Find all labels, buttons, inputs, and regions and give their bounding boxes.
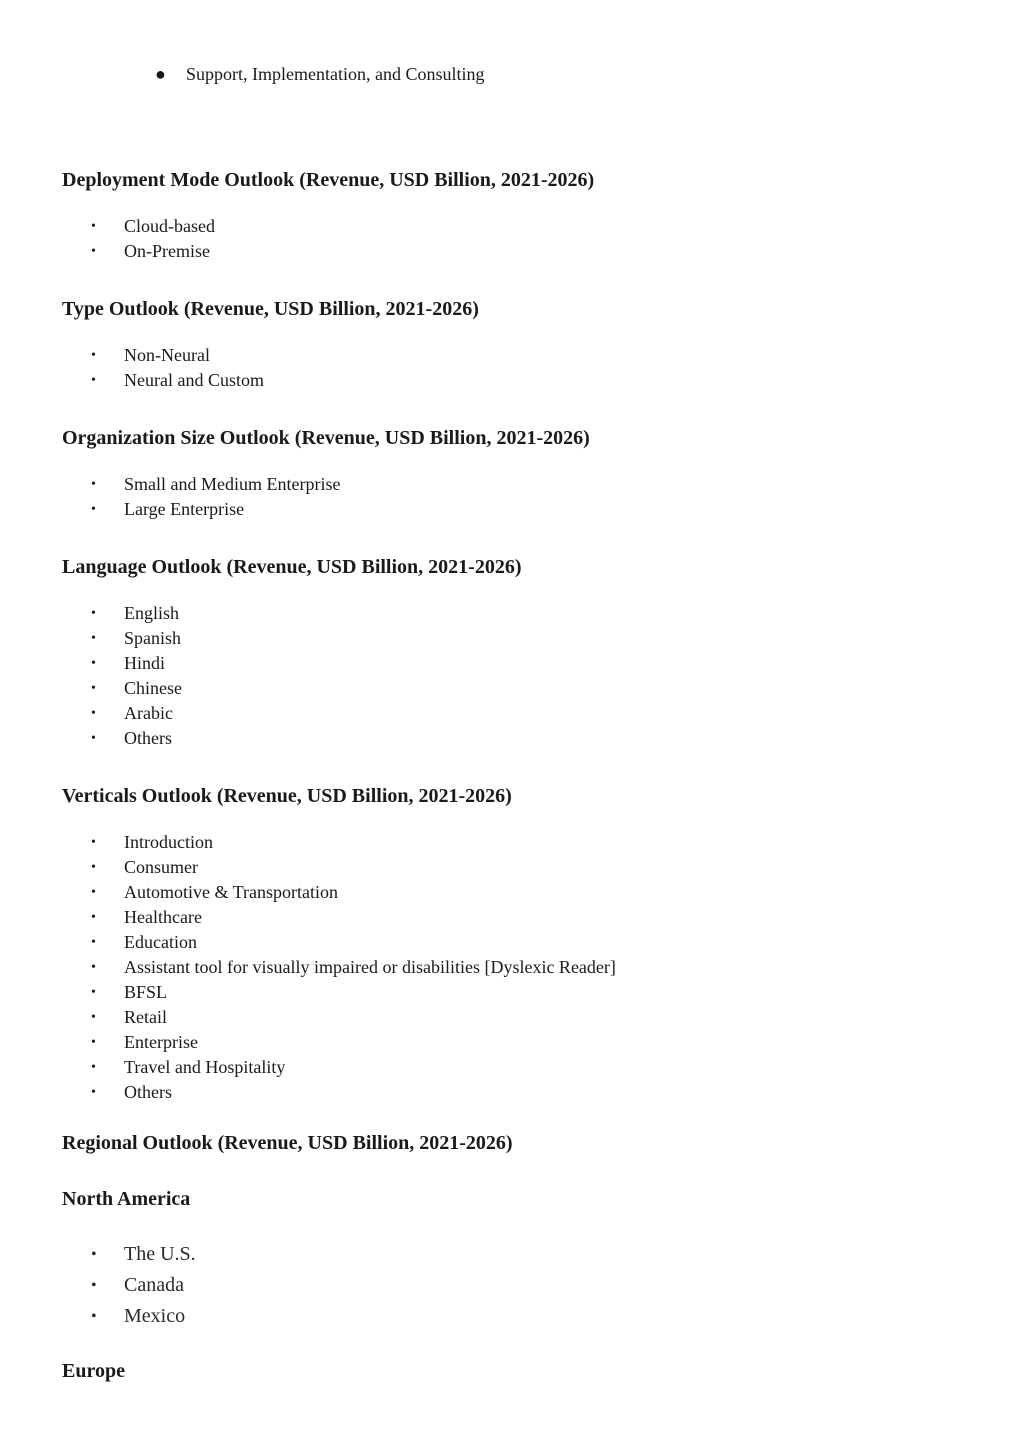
list-item: • Canada xyxy=(62,1270,196,1301)
list-item: • Introduction xyxy=(62,830,616,855)
list-item: • Neural and Custom xyxy=(62,368,264,393)
list-item: • Chinese xyxy=(62,676,182,701)
list-item: • Arabic xyxy=(62,701,182,726)
list-north-america xyxy=(62,1239,196,1332)
list-item-label: Support, Implementation, and Consulting xyxy=(186,64,485,84)
list-item: • Cloud-based xyxy=(62,214,215,239)
list-item: • Automotive & Transportation xyxy=(62,880,616,905)
list-item: • Others xyxy=(62,726,182,751)
heading-north-america: North America xyxy=(62,1188,191,1210)
list-item: • BFSL xyxy=(62,980,616,1005)
list-item: • Large Enterprise xyxy=(62,497,340,522)
bullet-icon: ● xyxy=(155,64,166,84)
list-item: • Mexico xyxy=(62,1301,196,1332)
list-item: • Spanish xyxy=(62,626,182,651)
list-item: • Small and Medium Enterprise xyxy=(62,472,340,497)
heading-verticals: Verticals Outlook (Revenue, USD Billion, 2021-2026) xyxy=(62,785,512,807)
list-item: • Retail xyxy=(62,1005,616,1030)
list-item: • Consumer xyxy=(62,855,616,880)
heading-regional: Regional Outlook (Revenue, USD Billion, 2021-2026) xyxy=(62,1132,513,1154)
list-item: • On-Premise xyxy=(62,239,215,264)
heading-organization-size: Organization Size Outlook (Revenue, USD Billion, 2021-2026) xyxy=(62,427,590,449)
list-item: • Hindi xyxy=(62,651,182,676)
list-item: • Assistant tool for visually impaired or disabilities [Dyslexic Reader] xyxy=(62,955,616,980)
list-item: • The U.S. xyxy=(62,1239,196,1270)
list-item: • Healthcare xyxy=(62,905,616,930)
list-deployment-mode xyxy=(62,214,215,264)
list-item-support xyxy=(155,62,485,86)
list-type xyxy=(62,343,264,393)
list-item: • Education xyxy=(62,930,616,955)
list-item: • Non-Neural xyxy=(62,343,264,368)
list-item: • Enterprise xyxy=(62,1030,616,1055)
heading-deployment-mode: Deployment Mode Outlook (Revenue, USD Billion, 2021-2026) xyxy=(62,169,595,191)
list-item: • Others xyxy=(62,1080,616,1105)
list-language xyxy=(62,601,182,751)
list-organization-size xyxy=(62,472,340,522)
list-verticals xyxy=(62,830,616,1105)
list-item: • Travel and Hospitality xyxy=(62,1055,616,1080)
heading-europe: Europe xyxy=(62,1360,125,1382)
heading-language: Language Outlook (Revenue, USD Billion, 2021-2026) xyxy=(62,556,522,578)
heading-type: Type Outlook (Revenue, USD Billion, 2021-2026) xyxy=(62,298,479,320)
list-item: • English xyxy=(62,601,182,626)
